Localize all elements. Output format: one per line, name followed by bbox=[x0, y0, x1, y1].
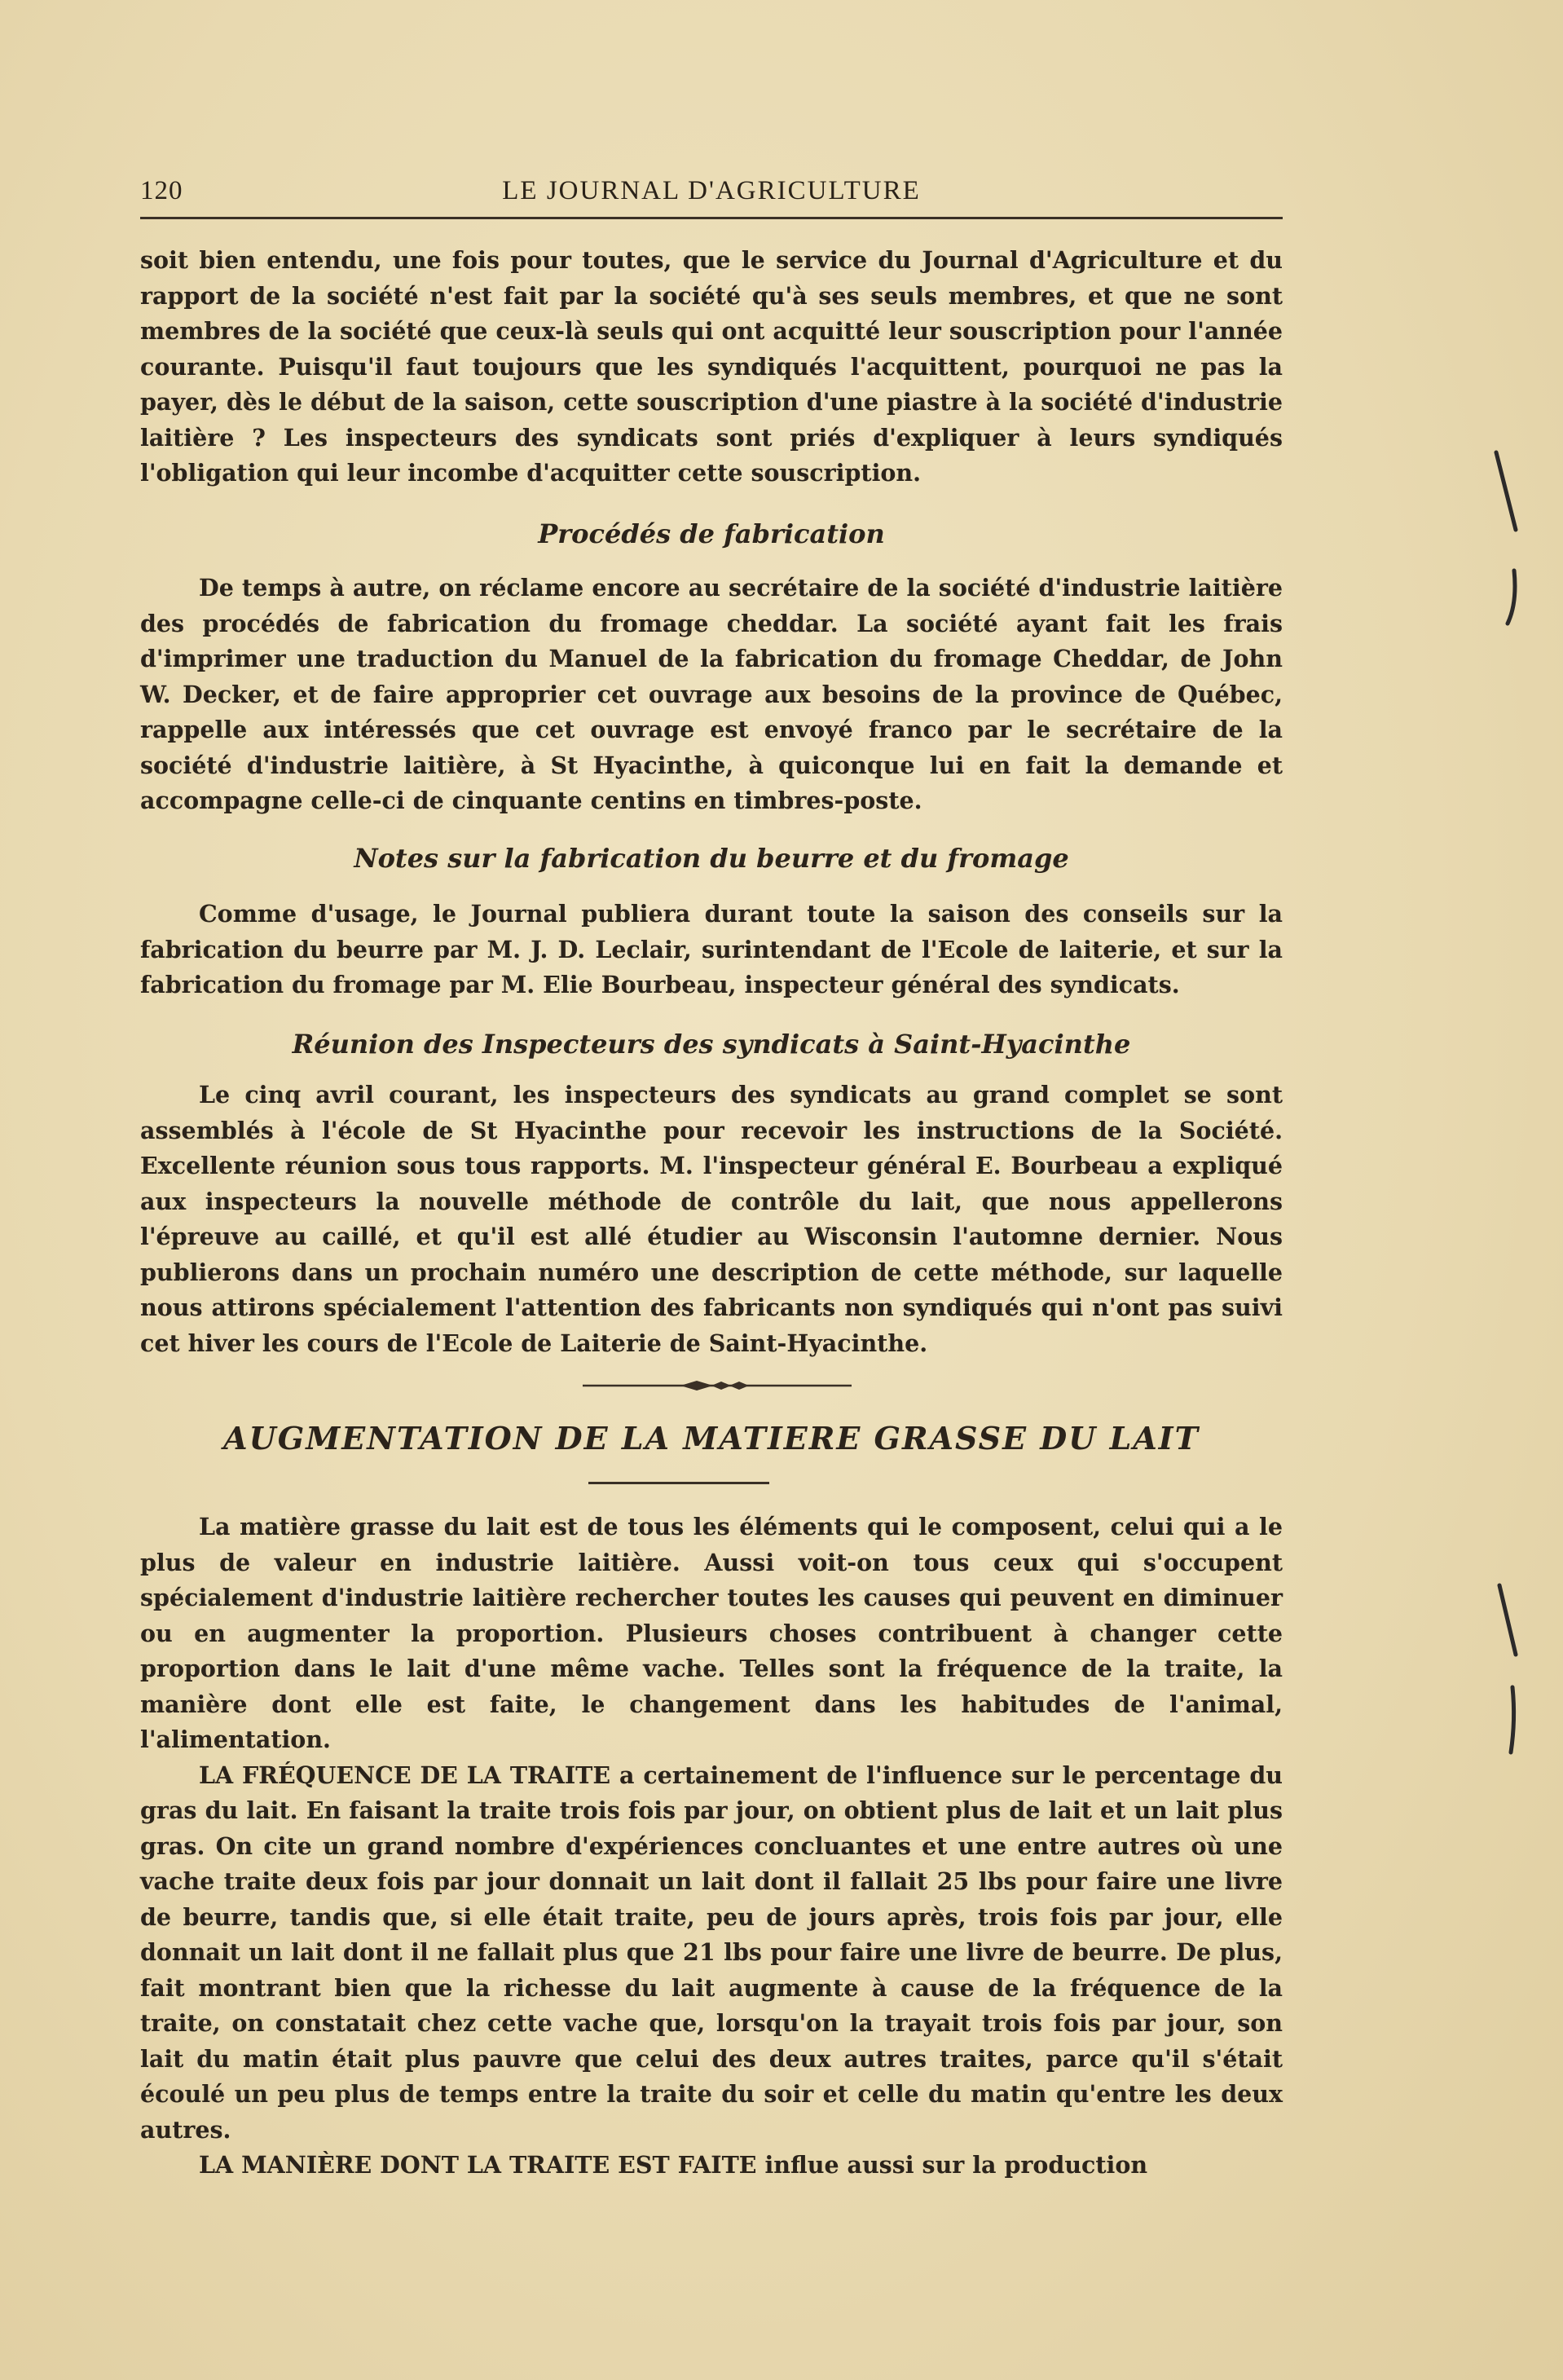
section-heading-reunion: Réunion des Inspecteurs des syndicats à Saint-Hyacinthe bbox=[292, 1029, 1131, 1060]
section-reunion-paragraph: Le cinq avril courant, les inspecteurs des syndicats au grand complet se sont assemblés à l'école de St Hyacinthe pour recevoir les instructions de la Société. Excellente réunion sous tous rapports. M. l'inspecteur général E. Bourbeau a expliqué aux inspecteurs la nouvelle méthode de contrôle du lait, que nous appellerons l'épreuve au caillé, et qu'il est allé étudier au Wisconsin l'automne dernier. Nous publierons dans un prochain numéro une description de cette méthode, sur laquelle nous attirons spécialement l'attention des fabricants non syndiqués qui n'ont pas suivi cet hiver les cours de l'Ecole de Laiterie de Saint-Hyacinthe. bbox=[140, 1081, 1283, 1357]
section-notes-body bbox=[140, 897, 1283, 1003]
section-procedes-paragraph: De temps à autre, on réclame encore au secrétaire de la société d'industrie laitière des procédés de fabrication du fromage cheddar. La société ayant fait les frais d'imprimer une traduction du Manuel de la fabrication du fromage Cheddar, de John W. Decker, et de faire approprier cet ouvrage aux besoins de la province de Québec, rappelle aux intéressés que cet ouvrage est envoyé franco par le secrétaire de la société d'industrie laitière, à St Hyacinthe, à quiconque lui en fait la demande et accompagne celle-ci de cinquante centins en timbres-poste. bbox=[140, 574, 1283, 814]
intro-paragraph-text: soit bien entendu, une fois pour toutes, que le service du Journal d'Agriculture et du rapport de la société n'est fait par la société qu'à ses seuls membres, et que ne sont membres de la société que ceux-là seuls qui ont acquitté leur souscription pour l'année courante. Puisqu'il faut toujours que les syndiqués l'acquittent, pourquoi ne pas la payer, dès le début de la saison, cette souscription d'une piastre à la société d'industrie laitière ? Les inspecteurs des syndicats sont priés d'expliquer à leurs syndiqués l'obligation qui leur incombe d'acquitter cette souscription. bbox=[140, 246, 1283, 487]
ornament-divider bbox=[583, 1379, 852, 1392]
intro-paragraph bbox=[140, 243, 1283, 491]
section-notes-paragraph: Comme d'usage, le Journal publiera durant toute la saison des conseils sur la fabrication du beurre par M. J. D. Leclair, surintendant de l'Ecole de laiterie, et sur la fabrication du fromage par M. Elie Bourbeau, inspecteur général des syndicats. bbox=[140, 900, 1283, 998]
title-rule bbox=[588, 1482, 769, 1484]
article-title: AUGMENTATION DE LA MATIERE GRASSE DU LAIT bbox=[223, 1420, 1200, 1457]
pencil-margin-mark bbox=[1495, 1581, 1527, 1761]
page-header bbox=[140, 171, 1283, 219]
section-procedes-body bbox=[140, 571, 1283, 819]
article-paragraph: LA FRÉQUENCE DE LA TRAITE a certainement de l'influence sur le percentage du gras du lait. En faisant la traite trois fois par jour, on obtient plus de lait et un lait plus gras. On cite un grand nombre d'expériences concluantes et une entre autres où une vache traite deux fois par jour donnait un lait dont il fallait 25 lbs pour faire une livre de beurre, tandis que, si elle était traite, peu de jours après, trois fois par jour, elle donnait un lait dont il ne fallait plus que 21 lbs pour faire une livre de beurre. De plus, fait montrant bien que la richesse du lait augmente à cause de la fréquence de la traite, on constatait chez cette vache que, lorsqu'on la trayait trois fois par jour, son lait du matin était plus pauvre que celui des deux autres traites, parce qu'il s'était écoulé un peu plus de temps entre la traite du soir et celle du matin qu'entre les deux autres. bbox=[140, 1761, 1283, 2144]
article-paragraph: La matière grasse du lait est de tous les éléments qui le composent, celui qui a le plus de valeur en industrie laitière. Aussi voit-on tous ceux qui s'occupent spécialement d'industrie laitière rechercher toutes les causes qui peuvent en diminuer ou en augmenter la proportion. Plusieurs choses contribuent à changer cette proportion dans le lait d'une même vache. Telles sont la fréquence de la traite, la manière dont elle est faite, le changement dans les habitudes de l'animal, l'alimentation. bbox=[140, 1513, 1283, 1753]
article-body bbox=[140, 1510, 1283, 2184]
page-number: 120 bbox=[140, 176, 183, 205]
pencil-margin-mark bbox=[1490, 448, 1530, 628]
article-paragraph: LA MANIÈRE DONT LA TRAITE EST FAITE influe aussi sur la production bbox=[199, 2151, 1148, 2179]
running-head: LE JOURNAL D'AGRICULTURE bbox=[502, 176, 921, 205]
section-heading-notes: Notes sur la fabrication du beurre et du fromage bbox=[354, 843, 1069, 874]
section-reunion-body bbox=[140, 1078, 1283, 1361]
section-heading-procedes: Procédés de fabrication bbox=[538, 518, 885, 549]
